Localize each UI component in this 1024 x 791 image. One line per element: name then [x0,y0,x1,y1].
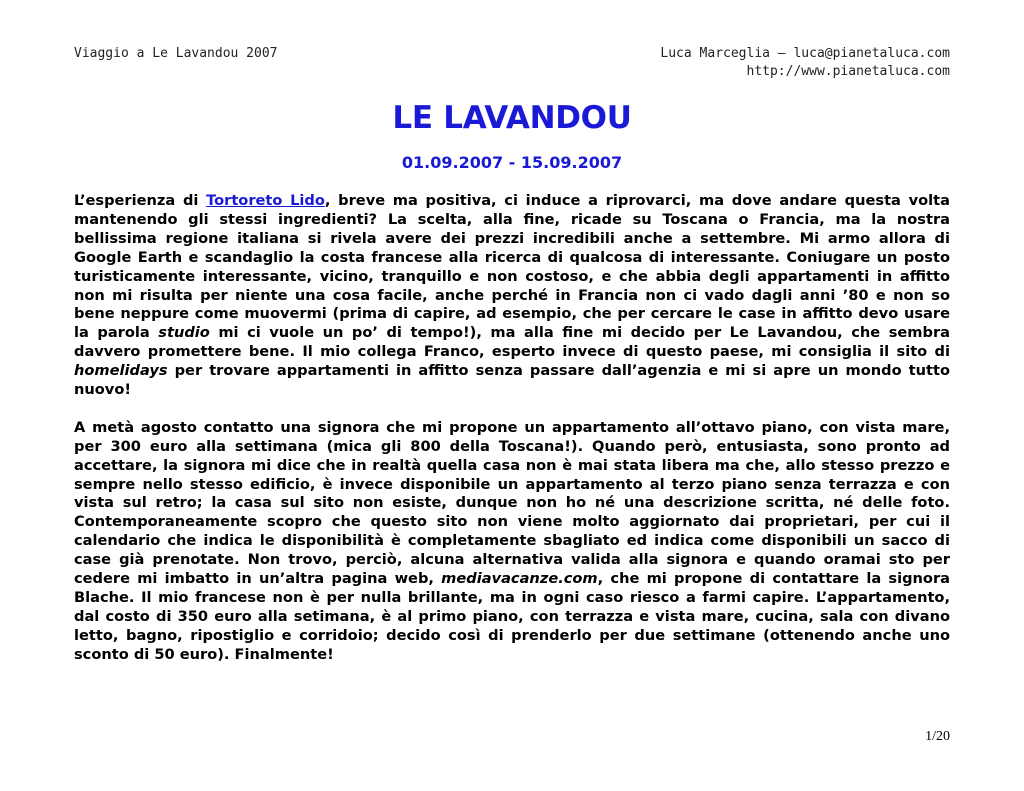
header-author-email: Luca Marceglia – luca@pianetaluca.com [660,46,950,61]
paragraph-intro-text-2: , breve ma positiva, ci induce a riprovarci, ma dove andare questa volta mantenendo gli stessi ingredienti? La scelta, alla fine, ricade su Toscana o Francia, ma la nostra bellissima regione italiana si rivela avere dei prezzi incredibili anche a settembre. Mi armo allora di Google Earth e scandaglio la costa francese alla ricerca di qualcosa di interessante. Coniugare un posto turisticamente interessante, vicino, tranquillo e non costoso, e che abbia degli appartamenti in affitto non mi risulta per niente una cosa facile, anche perché in Francia non ci vado dagli anni ’80 e non so bene neppure come muovermi (prima di capire, ad esempio, che per cercare le case in affitto devo usare la parola [74,192,950,342]
paragraph-intro [74,192,950,400]
italic-homelidays: homelidays [74,362,168,380]
header-document-title: Viaggio a Le Lavandou 2007 [74,46,278,61]
paragraph-booking-text-2: , che mi propone di contattare la signora Blache. Il mio francese non è per nulla brillante, ma in ogni caso riesco a farmi capire. L’appartamento, dal costo di 350 euro alla setimana, è al primo piano, con terrazza e vista mare, cucina, sala con divano letto, bagno, ripostiglio e corridoio; decido così di prenderlo per due settimane (ottenendo anche uno sconto di 50 euro). Finalmente! [74,570,950,663]
paragraph-booking [74,419,950,665]
page-title: LE LAVANDOU [392,100,632,136]
tortoreto-lido-link[interactable]: Tortoreto Lido [206,192,325,209]
paragraph-intro-text-3: mi ci vuole un po’ di tempo!), ma alla fine mi decido per Le Lavandou, che sembra davvero promettere bene. Il mio collega Franco, esperto invece di questo paese, mi consiglia il sito di [74,324,950,361]
italic-mediavacanze: mediavacanze.com [441,570,598,588]
paragraph-intro-text-4: per trovare appartamenti in affitto senza passare dall’agenzia e mi si apre un mondo tutto nuovo! [74,362,950,399]
travel-dates: 01.09.2007 - 15.09.2007 [401,153,623,172]
article-body [74,192,950,684]
header-author-block [660,45,950,81]
page-number: 1/20 [925,729,950,744]
paragraph-booking-text-1: A metà agosto contatto una signora che mi propone un appartamento all’ottavo piano, con vista mare, per 300 euro alla settimana (mica gli 800 della Toscana!). Quando però, entusiasta, sono pronto ad accettare, la signora mi dice che in realtà quella casa non è mai stata libera ma che, allo stesso prezzo e sempre nello stesso edificio, è invece disponibile un appartamento al terzo piano senza terrazza e con vista sul retro; la casa sul sito non esiste, dunque non ho né una descrizione scritta, né delle foto. Contemporaneamente scopro che questo sito non viene molto aggiornato dai proprietari, per cui il calendario che indica le disponibilità è completamente sbagliato ed indica come disponibili un sacco di case già prenotate. Non trovo, perciò, alcuna alternativa valida alla signora e quando oramai sto per cedere mi imbatto in un’altra pagina web, [74,418,950,588]
italic-studio: studio [158,324,210,342]
header-website: http://www.pianetaluca.com [746,64,950,79]
paragraph-intro-text-1: L’esperienza di [74,192,207,209]
